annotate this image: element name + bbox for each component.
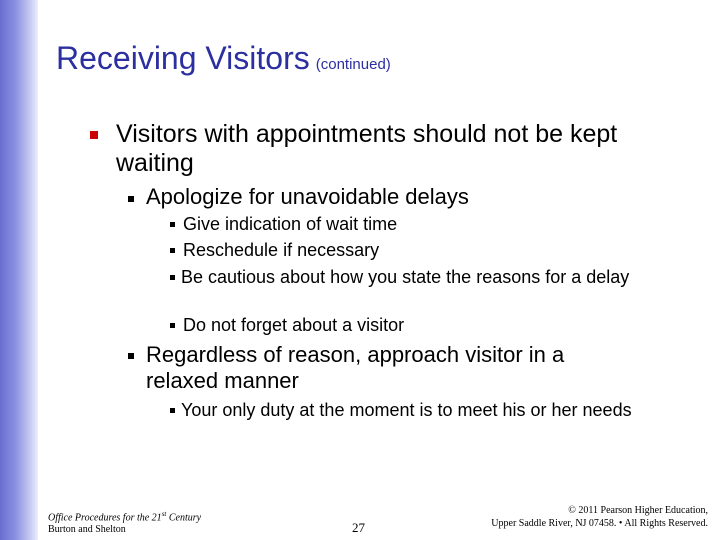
slide-title [56,40,391,77]
copyright-line-2: Upper Saddle River, NJ 07458. • All Rights Reserved. [491,518,708,529]
square-bullet-icon [170,275,175,280]
square-bullet-icon [170,248,175,253]
title-text: Receiving Visitors [56,40,310,76]
square-bullet-icon [170,222,175,227]
bullet-dont-forget: Do not forget about a visitor [183,315,405,335]
bullet-reschedule: Reschedule if necessary [183,240,380,260]
bullet-only-duty: Your only duty at the moment is to meet his or her needs [181,400,632,420]
footer-book-info [48,508,201,536]
title-suffix: (continued) [315,56,391,73]
square-bullet-icon [170,323,175,328]
book-title: Office Procedures for the 21st Century [48,510,202,524]
decorative-sidebar [0,0,38,540]
bullet-be-cautious: Be cautious about how you state the reasons for a delay [181,267,630,287]
page-number: 27 [352,520,365,535]
bullet-apologize: Apologize for unavoidable delays [146,184,469,209]
bullet-visitors-appointments: Visitors with appointments should not be kept waiting [116,120,618,177]
copyright-line-1: © 2011 Pearson Higher Education, [568,505,708,516]
square-bullet-icon [128,353,134,359]
square-bullet-icon [128,196,134,202]
bullet-regardless: Regardless of reason, approach visitor in a relaxed manner [146,342,565,393]
book-authors: Burton and Shelton [48,524,126,536]
square-bullet-icon [90,131,98,139]
bullet-wait-time: Give indication of wait time [183,214,398,234]
square-bullet-icon [170,408,175,413]
footer-copyright [491,504,708,530]
